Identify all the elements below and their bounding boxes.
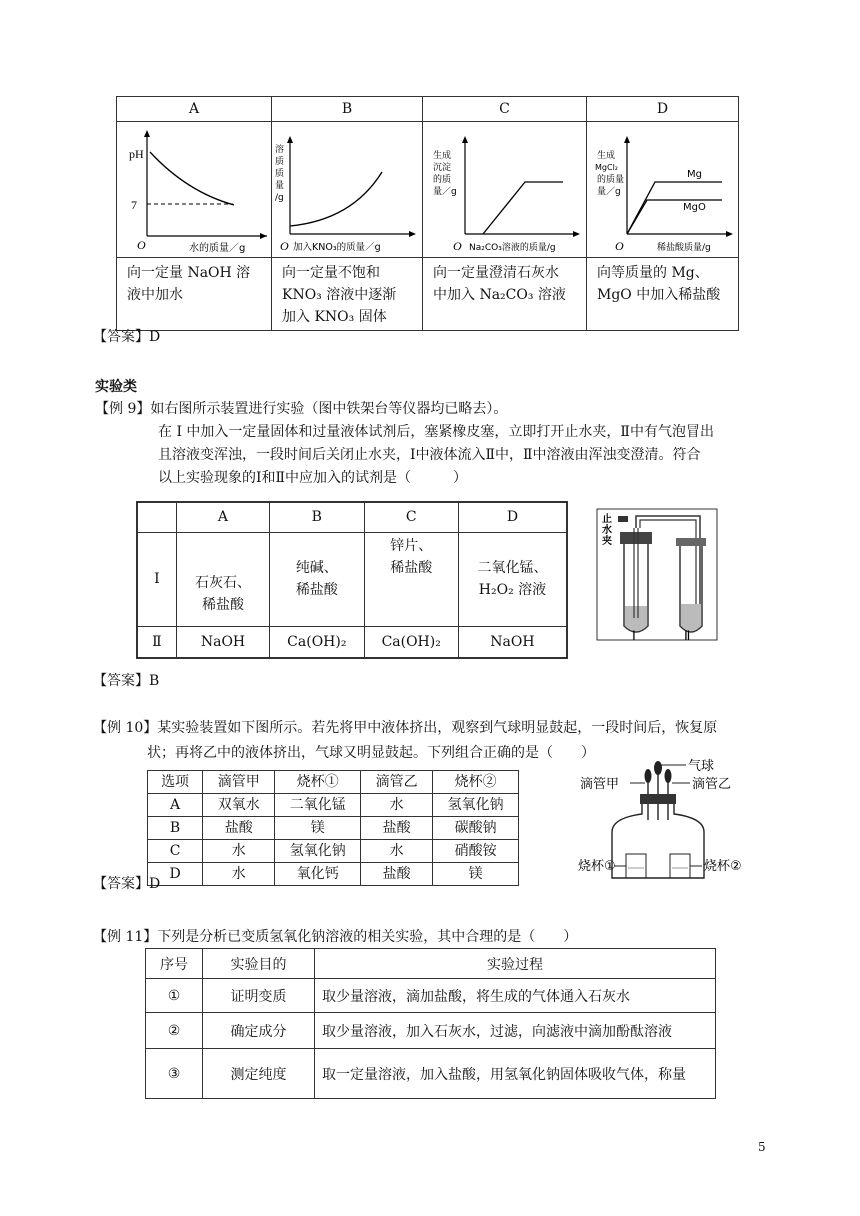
- ex9-cell-2b: Ca(OH)₂: [270, 626, 364, 658]
- answer-10: 【答案】D: [93, 876, 161, 892]
- ex9-header-a: A: [176, 502, 269, 532]
- ex11-cell: 取少量溶液，滴加盐酸，将生成的气体通入石灰水: [315, 979, 716, 1013]
- ex9-cell-1a-line: 石灰石、: [194, 574, 251, 591]
- ex10-cell: 氧化钙: [275, 863, 361, 886]
- graph-cell-b: [272, 122, 423, 258]
- ex9-cell-1c-line: 稀盐酸: [390, 559, 433, 576]
- ex11-tag: 【例 11】: [93, 929, 158, 945]
- ex9-table: [136, 501, 568, 659]
- graph-a-ylabel: pH: [129, 147, 144, 161]
- table-row: [146, 979, 716, 1013]
- ex9-cell-1c: [364, 532, 458, 626]
- ex11-cell: ①: [146, 979, 203, 1013]
- graph-b-origin: O: [280, 239, 289, 253]
- ex10-dropper-b-label: 滴管乙: [692, 777, 732, 792]
- ex10-cell: 水: [203, 863, 275, 886]
- graph-d-xlabel: 稀盐酸质量/g: [657, 243, 711, 253]
- answer-9: 【答案】B: [93, 673, 160, 689]
- ex9-row1-label: I: [137, 532, 176, 626]
- ex9-cell-1c-line: 锌片、: [390, 537, 433, 554]
- ex11-cell: ②: [146, 1013, 203, 1049]
- ex9-clamp-label-0: 止: [602, 514, 612, 525]
- ex10-header-dropper-a: 滴管甲: [203, 771, 275, 794]
- desc-b: [272, 258, 423, 331]
- graph-d: [587, 122, 738, 253]
- ex10-cell: 盐酸: [203, 817, 275, 840]
- ex9-cell-1a-line: 稀盐酸: [201, 596, 244, 613]
- ex10-dropper-a-label: 滴管甲: [580, 777, 620, 792]
- desc-a-line: 液中加水: [127, 287, 183, 303]
- graph-cell-c: [423, 122, 587, 258]
- ex10-cell: 水: [203, 840, 275, 863]
- ex10-cell: A: [148, 794, 203, 817]
- ex9-apparatus-figure: [596, 508, 718, 648]
- page-number: 5: [758, 1140, 766, 1154]
- ex9-question: [95, 398, 507, 420]
- ex11-header-process: 实验过程: [315, 949, 716, 979]
- ex9-cell-1a: [176, 532, 269, 626]
- ex10-cell: 水: [361, 794, 433, 817]
- graph-d-ylabel-2: 的质量: [597, 175, 625, 185]
- ex10-cell: D: [148, 863, 203, 886]
- ex11-cell: 测定纯度: [203, 1049, 315, 1099]
- graph-b-ylabel-1: 质: [275, 157, 285, 167]
- ex10-header-dropper-b: 滴管乙: [361, 771, 433, 794]
- ex10-cell: B: [148, 817, 203, 840]
- ex10-header-beaker-1: 烧杯①: [275, 771, 361, 794]
- desc-c: [423, 258, 587, 331]
- ex10-header-beaker-2: 烧杯②: [433, 771, 519, 794]
- ex10-cell: 双氧水: [203, 794, 275, 817]
- ex10-tag: 【例 10】: [93, 720, 158, 736]
- desc-d: [587, 258, 739, 331]
- table-row: [146, 1049, 716, 1099]
- ex10-cell: 水: [361, 840, 433, 863]
- table-row: [148, 840, 519, 863]
- desc-a-line: 向一定量 NaOH 溶: [127, 265, 251, 281]
- ex9-cell-1b-line: 纯碱、: [295, 560, 338, 576]
- ex11-table: [145, 948, 716, 1099]
- ex10-cell: 氢氧化钠: [275, 840, 361, 863]
- ex10-apparatus-figure: [578, 758, 778, 882]
- graph-c-ylabel-0: 生成: [433, 151, 452, 161]
- ex9-row2-label: Ⅱ: [137, 626, 176, 658]
- ex9-header-empty: [137, 502, 176, 532]
- ex10-cell: 二氧化锰: [275, 794, 361, 817]
- ex9-clamp-label-2: 夹: [602, 536, 612, 547]
- desc-d-line: 向等质量的 Mg、: [597, 265, 709, 281]
- ex10-balloon-label: 气球: [688, 759, 715, 774]
- table-row: [148, 794, 519, 817]
- ex11-cell: 证明变质: [203, 979, 315, 1013]
- graph-d-origin: O: [615, 239, 624, 253]
- desc-a: [117, 258, 272, 331]
- ex10-cell: 镁: [433, 863, 519, 886]
- ex11-cell: 确定成分: [203, 1013, 315, 1049]
- ex9-cell-2d: NaOH: [458, 626, 567, 658]
- graph-d-ylabel-3: 量／g: [597, 187, 621, 197]
- desc-b-line: KNO₃ 溶液中逐渐: [282, 287, 397, 303]
- graph-a: [117, 122, 271, 253]
- desc-b-line: 向一定量不饱和: [282, 265, 380, 281]
- ex10-table: [147, 770, 519, 886]
- ex10-question: [93, 717, 717, 739]
- graph-a-ref: 7: [131, 198, 137, 212]
- ex9-tag: 【例 9】: [95, 401, 151, 417]
- graph-d-series-mg: Mg: [687, 169, 702, 180]
- graph-b: [272, 122, 422, 253]
- graph-a-xlabel: 水的质量／g: [189, 243, 246, 253]
- ex10-cell: 盐酸: [361, 817, 433, 840]
- ex9-tube2-label: Ⅱ: [684, 628, 691, 643]
- ex11-header-no: 序号: [146, 949, 203, 979]
- ex11-cell: 取少量溶液，加入石灰水，过滤，向滤液中滴加酚酞溶液: [315, 1013, 716, 1049]
- graph-cell-d: [587, 122, 739, 258]
- ex11-header-purpose: 实验目的: [203, 949, 315, 979]
- ex9-header-c: C: [364, 502, 458, 532]
- col-header-a: A: [117, 97, 272, 122]
- graph-b-xlabel: 加入KNO₃的质量／g: [293, 242, 381, 253]
- ex11-cell: 取一定量溶液，加入盐酸，用氢氧化钠固体吸收气体，称量: [315, 1049, 716, 1099]
- ex9-cell-2c: Ca(OH)₂: [364, 626, 458, 658]
- answer-8: 【答案】D: [93, 329, 161, 345]
- ex10-cell: 盐酸: [361, 863, 433, 886]
- graph-d-ylabel-0: 生成: [597, 151, 616, 161]
- ex10-cell: 碳酸钠: [433, 817, 519, 840]
- ex10-cell: 硝酸铵: [433, 840, 519, 863]
- table-row: [146, 1013, 716, 1049]
- graph-c-xlabel: Na₂CO₃溶液的质量/g: [469, 243, 556, 253]
- ex9-cell-2a: NaOH: [176, 626, 269, 658]
- table-row: [148, 817, 519, 840]
- graph-c-ylabel-1: 沉淀: [433, 163, 452, 173]
- ex9-line-3: 以上实验现象的Ⅰ和Ⅱ中应加入的试剂是（ ）: [158, 470, 468, 486]
- graph-cell-a: [117, 122, 272, 258]
- ex9-clamp-label-1: 水: [602, 525, 612, 536]
- graph-a-origin: O: [137, 238, 146, 252]
- graph-d-ylabel-1: MgCl₂: [595, 163, 618, 172]
- graph-c-origin: O: [453, 239, 462, 253]
- ex9-cell-1d: [458, 532, 567, 626]
- graph-b-ylabel-4: /g: [275, 193, 284, 203]
- table-row: [148, 863, 519, 886]
- graph-d-series-mgo: MgO: [683, 202, 706, 213]
- ex10-beaker2-label: 烧杯②: [704, 859, 742, 874]
- ex9-tube1-label: Ⅰ: [632, 628, 636, 643]
- ex11-question-text: 下列是分析已变质氢氧化钠溶液的相关实验，其中合理的是（ ）: [157, 929, 578, 945]
- ex10-beaker1-label: 烧杯①: [578, 859, 616, 874]
- ex9-line-1: 在 I 中加入一定量固体和过量液体试剂后，塞紧橡皮塞，立即打开止水夹，Ⅱ中有气泡冒出: [158, 424, 714, 440]
- ex9-header-b: B: [270, 502, 364, 532]
- ex11-cell: ③: [146, 1049, 203, 1099]
- ex9-cell-1d-line: H₂O₂ 溶液: [478, 582, 547, 598]
- graph-table: [116, 96, 739, 331]
- section-title: 实验类: [95, 379, 137, 395]
- ex9-line-2: 且溶液变浑浊，一段时间后关闭止水夹，Ⅰ中液体流入Ⅱ中，Ⅱ中溶液由浑浊变澄清。符合: [158, 447, 701, 463]
- graph-b-ylabel-3: 量: [275, 181, 285, 191]
- ex9-cell-1d-line: 二氧化锰、: [477, 560, 548, 576]
- graph-b-ylabel-0: 溶: [275, 145, 285, 155]
- graph-c-ylabel-2: 的质: [433, 175, 452, 185]
- graph-c-ylabel-3: 量／g: [433, 187, 457, 197]
- ex9-cell-1b-line: 稀盐酸: [295, 582, 338, 598]
- ex9-line-0: 如右图所示装置进行实验（图中铁架台等仪器均已略去）。: [150, 401, 508, 417]
- col-header-c: C: [423, 97, 587, 122]
- col-header-d: D: [587, 97, 739, 122]
- ex10-cell: 镁: [275, 817, 361, 840]
- graph-b-ylabel-2: 质: [275, 169, 285, 179]
- ex9-header-d: D: [458, 502, 567, 532]
- ex10-header-option: 选项: [148, 771, 203, 794]
- desc-c-line: 向一定量澄清石灰水: [433, 265, 559, 281]
- ex11-question: [93, 926, 577, 948]
- ex10-line-0: 某实验装置如下图所示。若先将甲中液体挤出，观察到气球明显鼓起，一段时间后，恢复原: [157, 720, 718, 736]
- col-header-b: B: [272, 97, 423, 122]
- desc-d-line: MgO 中加入稀盐酸: [597, 287, 721, 303]
- desc-b-line: 加入 KNO₃ 固体: [282, 309, 387, 325]
- graph-c: [423, 122, 586, 253]
- ex10-line-1: 状；再将乙中的液体挤出，气球又明显鼓起。下列组合正确的是（ ）: [147, 745, 595, 761]
- desc-c-line: 中加入 Na₂CO₃ 溶液: [433, 287, 566, 303]
- ex10-cell: 氢氧化钠: [433, 794, 519, 817]
- ex9-cell-1b: [270, 532, 364, 626]
- ex10-cell: C: [148, 840, 203, 863]
